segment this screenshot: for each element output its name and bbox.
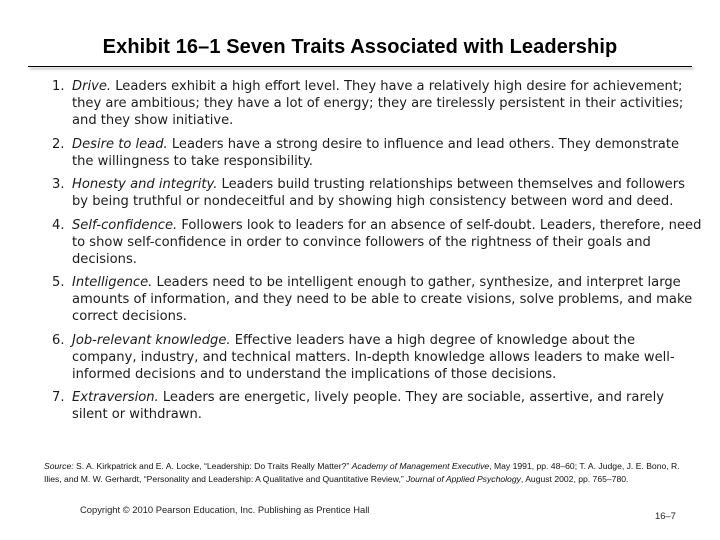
trait-item-desire-to-lead [52, 136, 702, 170]
source-journal: Journal of Applied Psychology [406, 474, 521, 484]
trait-number: 5. [52, 275, 65, 290]
trait-term: Drive. [72, 79, 112, 94]
source-text: S. A. Kirkpatrick and E. A. Locke, “Leadership: Do Traits Really Matter?” [73, 461, 352, 471]
trait-description: Leaders exhibit a high effort level. They have a relatively high desire for achievement; they are ambitious; they have a lot of energy; they are tirelessly persistent in their activities; and they show initiative. [72, 79, 684, 128]
trait-item-job-relevant-knowledge [52, 332, 702, 383]
source-text: , August 2002, pp. 765–780. [520, 474, 629, 484]
trait-number: 4. [52, 217, 65, 233]
page-number: 16–7 [655, 510, 676, 521]
source-text: , May 1991, pp. 48–60; T. A. Judge, J. E. Bono, R. Ilies, and M. W. Gerhardt, “Personality and Leadership: A Qualitative and Quantitative Review,” [44, 461, 680, 484]
trait-number: 3. [52, 177, 65, 192]
trait-item-extraversion [52, 389, 702, 423]
traits-list [52, 78, 702, 430]
trait-number: 2. [52, 136, 65, 152]
source-journal: Academy of Management Executive [351, 461, 490, 471]
trait-term: Honesty and integrity. [72, 177, 218, 192]
trait-item-self-confidence [52, 217, 702, 268]
trait-description: Leaders have a strong desire to influence and lead others. They demonstrate the willingness to take responsibility. [72, 136, 680, 169]
trait-number: 6. [52, 332, 65, 348]
trait-item-honesty-integrity [52, 176, 702, 210]
trait-term: Extraversion. [72, 390, 159, 405]
trait-description: Followers look to leaders for an absence of self-doubt. Leaders, therefore, need to show self-confidence in order to convince followers of the rightness of their goals and decisions. [72, 217, 702, 267]
trait-number: 1. [52, 79, 65, 94]
trait-term: Job-relevant knowledge. [72, 332, 231, 348]
source-label: Source: [44, 461, 74, 471]
trait-item-drive [52, 78, 702, 129]
slide-title: Exhibit 16–1 Seven Traits Associated with Leadership [102, 36, 618, 58]
source-citation [44, 460, 684, 486]
trait-term: Intelligence. [72, 275, 153, 290]
trait-description: Leaders are energetic, lively people. They are sociable, assertive, and rarely silent or withdrawn. [72, 390, 664, 422]
title-underline [28, 66, 692, 67]
trait-description: Leaders need to be intelligent enough to gather, synthesize, and interpret large amounts of information, and they need to be able to create visions, solve problems, and make correct decisions. [72, 275, 693, 324]
copyright-notice: Copyright © 2010 Pearson Education, Inc. Publishing as Prentice Hall [80, 504, 370, 515]
trait-item-intelligence [52, 274, 702, 325]
trait-term: Self-confidence. [72, 217, 178, 233]
trait-term: Desire to lead. [72, 136, 168, 152]
trait-description: Effective leaders have a high degree of knowledge about the company, industry, and technical matters. In-depth knowledge allows leaders to make well-informed decisions and to understand the implications of those decisions. [72, 332, 675, 382]
trait-number: 7. [52, 390, 65, 405]
trait-description: Leaders build trusting relationships between themselves and followers by being truthful or nondeceitful and by showing high consistency between word and deed. [72, 177, 685, 209]
